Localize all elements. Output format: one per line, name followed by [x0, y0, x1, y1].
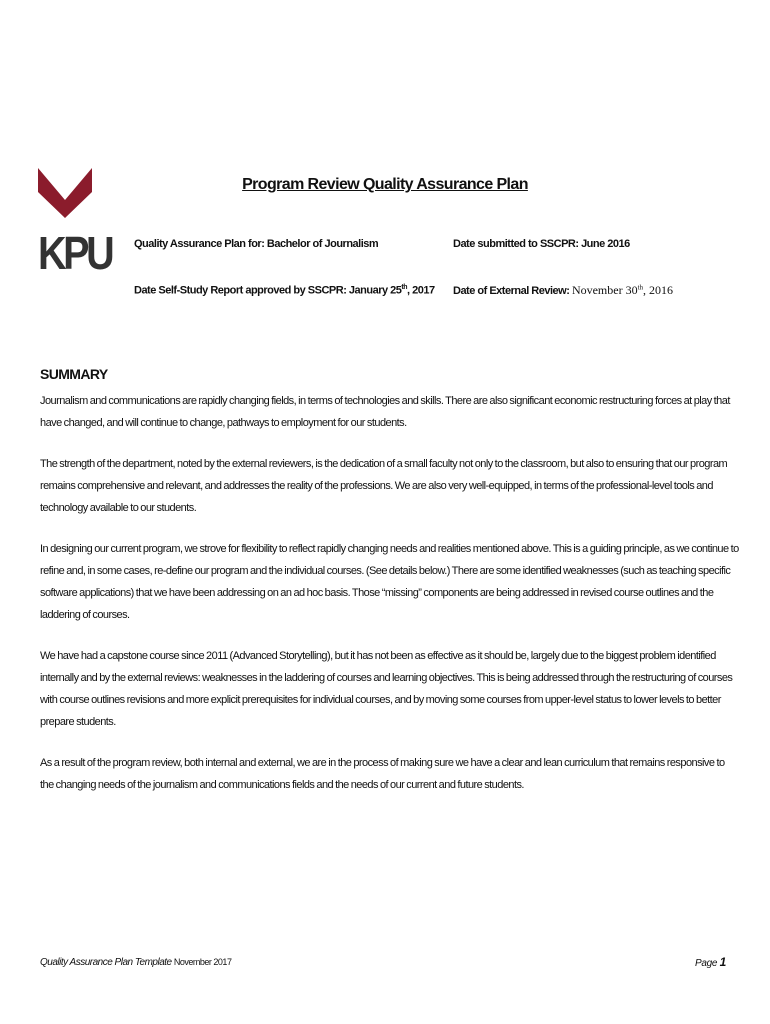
footer-template-info [40, 957, 231, 968]
summary-heading: SUMMARY [40, 366, 108, 382]
self-study-date-suffix: , 2017 [407, 284, 435, 297]
summary-paragraph: The strength of the department, noted by the external reviewers, is the dedication of a small faculty not only to the classroom, but also to ensuring that our program remains comprehensive and relevant, and addresses the reality of the professions. We are also very well-equipped, in terms of the professional-level tools and technology available to our students. [40, 458, 728, 514]
footer-page-num: 1 [719, 955, 726, 969]
summary-paragraph: Journalism and communications are rapidly changing fields, in terms of technologies and skills. There are also significant economic restructuring forces at play that have changed, and will continue to change, pathways to employment for our students. [40, 395, 730, 429]
footer-page-number [695, 955, 726, 969]
footer-template-label: Quality Assurance Plan Template [40, 957, 172, 968]
self-study-date-sup: th [401, 284, 408, 291]
external-review-suffix: , 2016 [643, 283, 674, 297]
summary-paragraph: As a result of the program review, both internal and external, we are in the process of making sure we have a clear and lean curriculum that remains responsive to the changing needs of the journalism and communications fields and the needs of our current and future students. [40, 757, 725, 791]
external-review-prefix: Date of External Review: [453, 285, 572, 297]
external-review-date: November 30 [571, 283, 638, 297]
footer-page-label: Page [694, 958, 720, 969]
external-review-sup: th [637, 283, 644, 292]
summary-paragraph: In designing our current program, we strove for flexibility to reflect rapidly changing needs and realities mentioned above. This is a guiding principle, as we continue to refine and, in some cases, re-define our program and the individual courses. (See details below.) There are some identified weaknesses (such as teaching specific software applications) that we have been addressing on an ad hoc basis. Those “missing” components are being addressed in revised course outlines and the laddering of courses. [40, 543, 739, 621]
plan-for-field: Quality Assurance Plan for: Bachelor of Journalism [134, 238, 379, 250]
page-title: Program Review Quality Assurance Plan [242, 176, 528, 193]
self-study-date-field [134, 284, 435, 297]
summary-body [40, 390, 740, 815]
date-submitted-field: Date submitted to SSCPR: June 2016 [453, 238, 630, 250]
external-review-date-field [453, 283, 673, 298]
footer-template-date: November 2017 [173, 957, 232, 967]
summary-paragraph: We have had a capstone course since 2011 (Advanced Storytelling), but it has not been as effective as it should be, largely due to the biggest problem identified internally and by the external reviews: weaknesses in the laddering of courses and learning objectives. This is being addressed through the restructuring of courses with course outlines revisions and more explicit prerequisites for individual courses, and by moving some courses from upper-level status to lower levels to better prepare students. [40, 650, 733, 728]
self-study-date-prefix: Date Self-Study Report approved by SSCPR: January 25 [134, 284, 402, 297]
logo-wordmark: KPU [38, 227, 112, 279]
